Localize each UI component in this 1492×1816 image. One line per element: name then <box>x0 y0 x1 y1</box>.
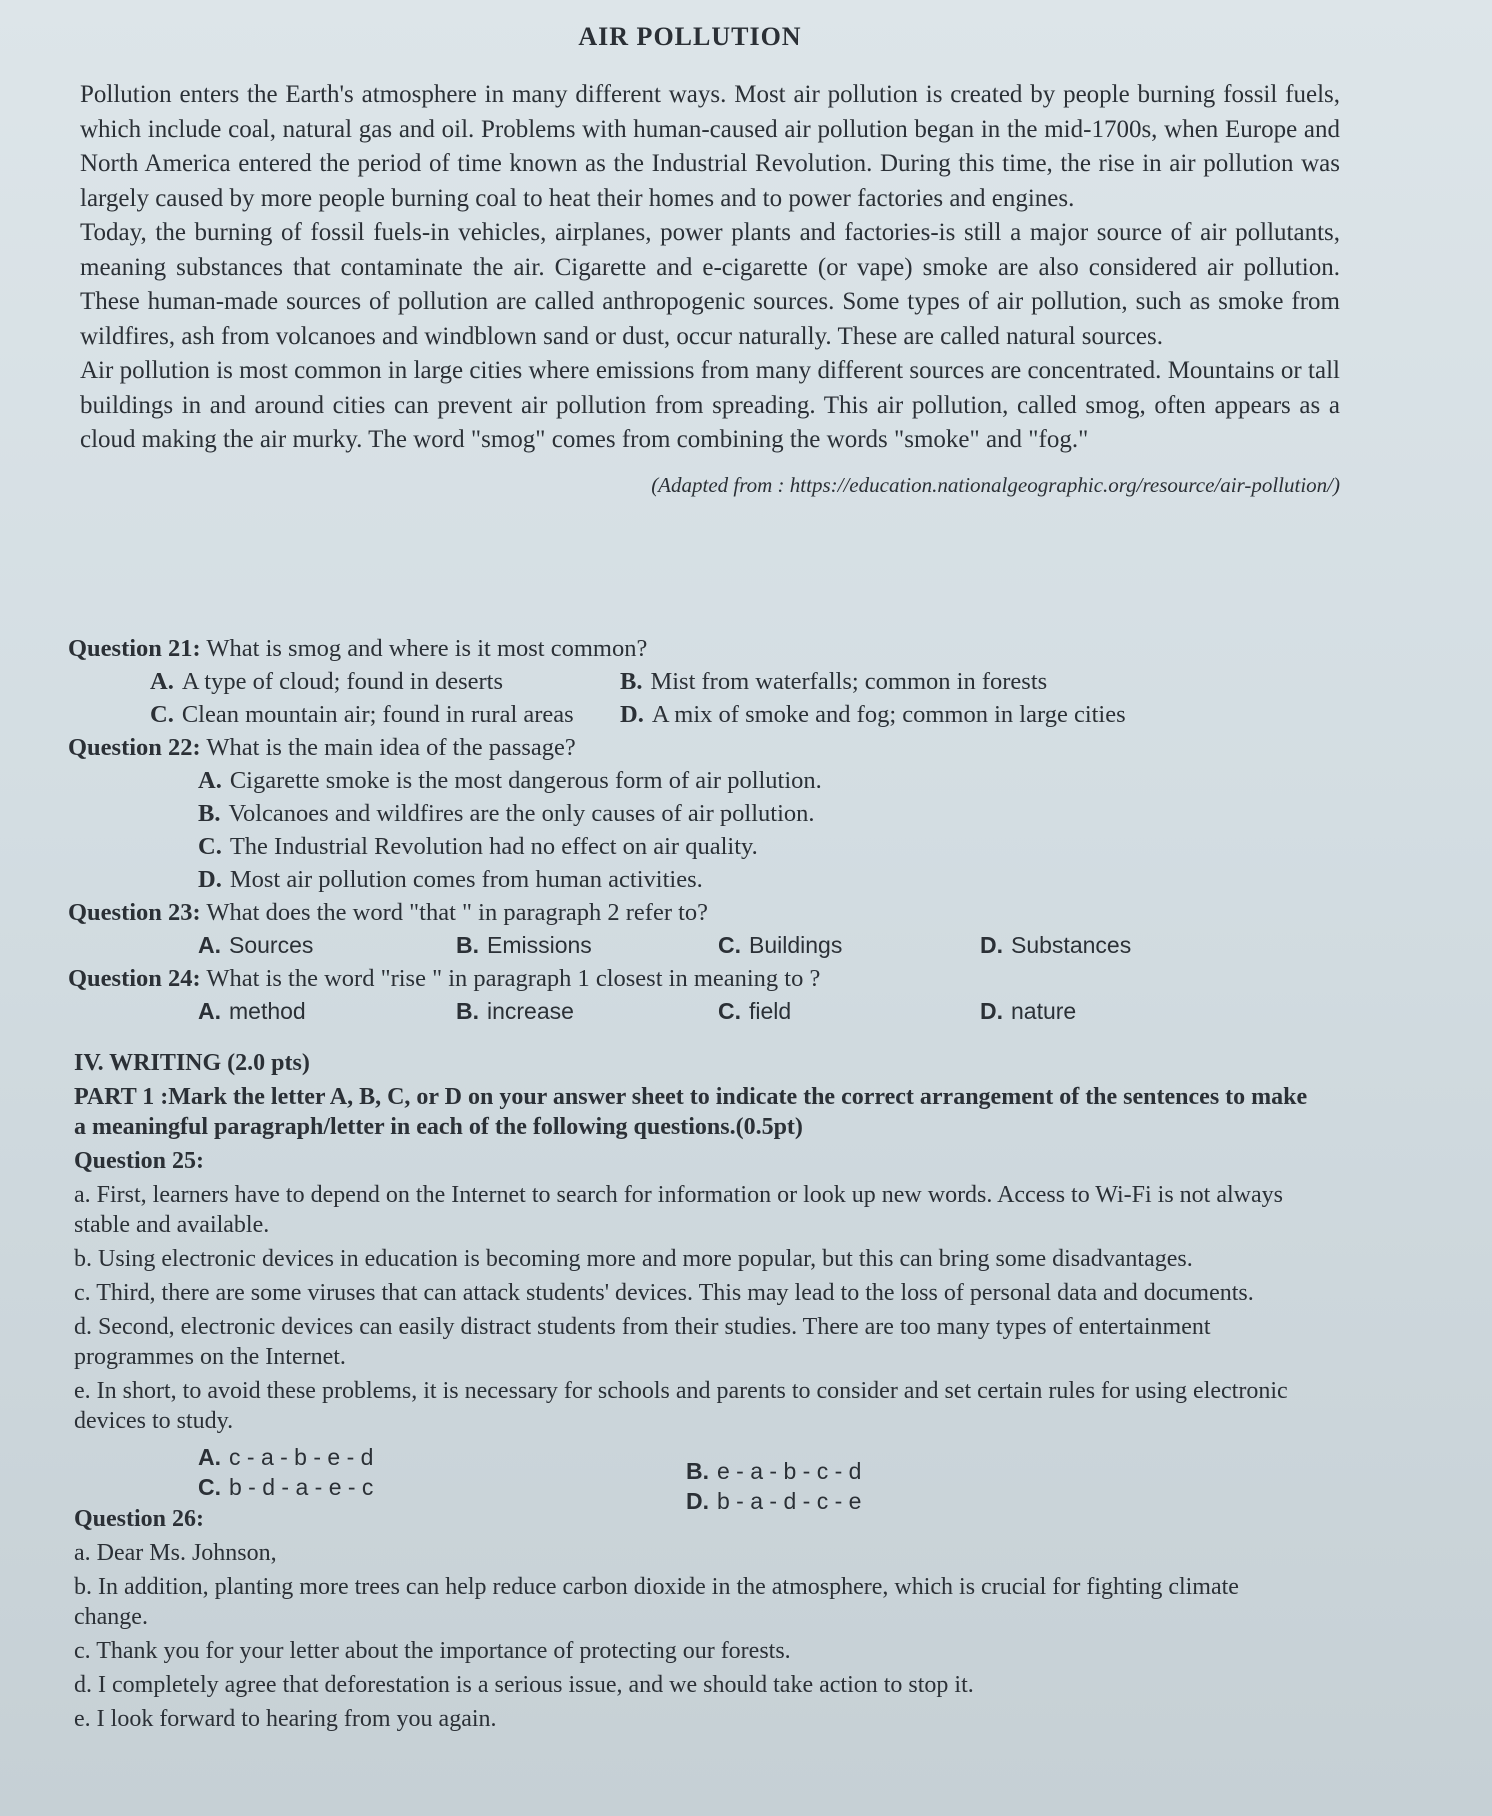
question-22 <box>68 731 1368 896</box>
option-text: Volcanoes and wildfires are the only causes of air pollution. <box>228 800 815 827</box>
option-d[interactable] <box>620 698 1126 731</box>
option-text: nature <box>1011 998 1077 1024</box>
question-text: What is smog and where is it most common? <box>206 635 648 662</box>
question-26-label: Question 26: <box>74 1506 205 1532</box>
option-letter: A. <box>198 767 222 794</box>
question-label: Question 22: <box>68 734 201 761</box>
sentence-b: b. Using electronic devices in education is becoming more and more popular, but this can bring some disadvantages. <box>74 1246 1193 1272</box>
option-letter: D. <box>980 998 1003 1024</box>
option-d[interactable] <box>686 1486 861 1516</box>
option-c[interactable] <box>718 929 842 962</box>
option-b[interactable] <box>620 665 1047 698</box>
option-b[interactable] <box>456 995 574 1028</box>
option-text: Substances <box>1011 932 1132 958</box>
option-text: increase <box>487 998 574 1024</box>
sentence-d: d. Second, electronic devices can easily distract students from their studies. There are too many types of entertainment programmes on the Internet. <box>74 1314 1211 1370</box>
option-d[interactable] <box>198 863 703 896</box>
option-a[interactable] <box>198 1442 373 1472</box>
passage-paragraph-2: Today, the burning of fossil fuels-in vehicles, airplanes, power plants and factories-is still a major source of air pollutants, meaning substances that contaminate the air. Cigarette and e-cigarette (or vape) smoke are also considered air pollution. These human-made sources of pollution are called anthropogenic sources. Some types of air pollution, such as smoke from wildfires, ash from volcanoes and windblown sand or dust, occur naturally. These are called natural sources. <box>80 219 1340 350</box>
option-text: Buildings <box>749 932 843 958</box>
option-letter: B. <box>456 998 479 1024</box>
question-text: What is the word "rise " in paragraph 1 closest in meaning to ? <box>206 965 821 992</box>
option-letter: B. <box>686 1458 709 1484</box>
reading-passage <box>80 78 1340 502</box>
option-text: e - a - b - c - d <box>717 1458 862 1484</box>
passage-paragraph-1: Pollution enters the Earth's atmosphere in many different ways. Most air pollution is created by people burning fossil fuels, which include coal, natural gas and oil. Problems with human-caused air pollution began in the mid-1700s, when Europe and North America entered the period of time known as the Industrial Revolution. During this time, the rise in air pollution was largely caused by more people burning coal to heat their homes and to power factories and engines. <box>80 81 1340 212</box>
option-a[interactable] <box>198 929 313 962</box>
option-b[interactable] <box>456 929 592 962</box>
page-title: AIR POLLUTION <box>578 22 802 51</box>
option-letter: C. <box>198 1474 221 1500</box>
option-a[interactable] <box>198 995 306 1028</box>
part1-instructions: PART 1 :Mark the letter A, B, C, or D on your answer sheet to indicate the correct arrangement of the sentences to make a meaningful paragraph/letter in each of the following questions.(0.5pt) <box>74 1084 1308 1140</box>
option-d[interactable] <box>980 929 1131 962</box>
question-text: What is the main idea of the passage? <box>206 734 576 761</box>
option-text: Clean mountain air; found in rural areas <box>181 701 574 728</box>
option-letter: D. <box>686 1488 709 1514</box>
option-d[interactable] <box>980 995 1076 1028</box>
sentence-d: d. I completely agree that deforestation is a serious issue, and we should take action to stop it. <box>74 1672 974 1698</box>
option-text: The Industrial Revolution had no effect on air quality. <box>229 833 758 860</box>
q25-options-row-2 <box>74 1472 1314 1514</box>
question-23 <box>68 896 1368 962</box>
option-a[interactable] <box>150 665 503 698</box>
sentence-a: a. Dear Ms. Johnson, <box>74 1540 277 1566</box>
section-heading: IV. WRITING (2.0 pts) <box>74 1050 310 1076</box>
option-text: A type of cloud; found in deserts <box>181 668 503 695</box>
option-letter: D. <box>620 701 644 728</box>
sentence-c: c. Thank you for your letter about the importance of protecting our forests. <box>74 1638 791 1664</box>
option-letter: B. <box>456 932 479 958</box>
option-text: Cigarette smoke is the most dangerous form of air pollution. <box>229 767 822 794</box>
option-text: b - d - a - e - c <box>229 1474 374 1500</box>
option-b[interactable] <box>198 797 815 830</box>
option-text: Sources <box>229 932 314 958</box>
passage-paragraph-3: Air pollution is most common in large cities where emissions from many different sources are concentrated. Mountains or tall buildings in and around cities can prevent air pollution from spreading. This air pollution, called smog, often appears as a cloud making the air murky. The word "smog" comes from combining the words "smoke" and "fog." <box>80 357 1340 453</box>
option-a[interactable] <box>198 764 822 797</box>
sentence-a: a. First, learners have to depend on the Internet to search for information or look up new words. Access to Wi-Fi is not always stable and available. <box>74 1182 1283 1238</box>
question-label: Question 23: <box>68 899 201 926</box>
sentence-e: e. In short, to avoid these problems, it is necessary for schools and parents to consider and set certain rules for using electronic devices to study. <box>74 1378 1288 1434</box>
question-label: Question 24: <box>68 965 201 992</box>
option-letter: A. <box>150 668 174 695</box>
option-letter: A. <box>198 998 221 1024</box>
option-letter: C. <box>718 998 741 1024</box>
option-letter: B. <box>198 800 221 827</box>
option-letter: C. <box>198 833 222 860</box>
option-text: b - a - d - c - e <box>717 1488 862 1514</box>
option-text: c - a - b - e - d <box>229 1444 374 1470</box>
option-letter: C. <box>718 932 741 958</box>
option-letter: C. <box>150 701 174 728</box>
question-21 <box>68 632 1368 731</box>
q25-options-row-1 <box>74 1442 1314 1484</box>
option-letter: B. <box>620 668 643 695</box>
sentence-e: e. I look forward to hearing from you again. <box>74 1706 497 1732</box>
writing-section <box>74 1048 1314 1734</box>
option-letter: D. <box>198 866 222 893</box>
option-text: Most air pollution comes from human activities. <box>229 866 703 893</box>
sentence-b: b. In addition, planting more trees can help reduce carbon dioxide in the atmosphere, which is crucial for fighting climate change. <box>74 1574 1239 1630</box>
option-c[interactable] <box>198 1472 373 1502</box>
option-letter: A. <box>198 932 221 958</box>
passage-source: (Adapted from : https://education.nationalgeographic.org/resource/air-pollution/) <box>651 472 1340 497</box>
option-text: method <box>229 998 306 1024</box>
question-25-label: Question 25: <box>74 1148 205 1174</box>
question-label: Question 21: <box>68 635 201 662</box>
option-letter: D. <box>980 932 1003 958</box>
option-c[interactable] <box>718 995 791 1028</box>
question-text: What does the word "that " in paragraph 2 refer to? <box>206 899 709 926</box>
option-text: A mix of smoke and fog; common in large cities <box>651 701 1126 728</box>
option-text: field <box>749 998 792 1024</box>
sentence-c: c. Third, there are some viruses that can attack students' devices. This may lead to the loss of personal data and documents. <box>74 1280 1254 1306</box>
option-c[interactable] <box>150 698 574 731</box>
question-24 <box>68 962 1368 1028</box>
option-text: Emissions <box>487 932 592 958</box>
option-letter: A. <box>198 1444 221 1470</box>
option-c[interactable] <box>198 830 758 863</box>
option-text: Mist from waterfalls; common in forests <box>650 668 1048 695</box>
